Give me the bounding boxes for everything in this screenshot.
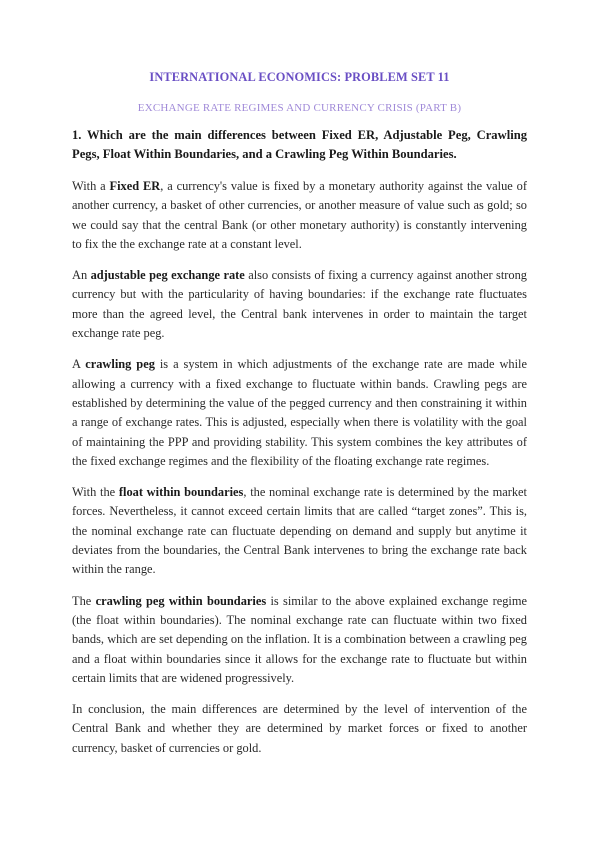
paragraph-fixed-er: With a Fixed ER, a currency's value is fixed by a monetary authority against the value of another currency, a basket of other currencies, or another measure of value such as gold; so we could say that the central Bank (or other monetary authority) is constantly intervening to fix the the exchange rate at a constant level.	[72, 179, 527, 251]
document-subtitle: EXCHANGE RATE REGIMES AND CURRENCY CRISIS (PART B)	[137, 102, 462, 114]
paragraph-conclusion: In conclusion, the main differences are determined by the level of intervention of the Central Bank and whether they are determined by market forces or fixed to another currency, basket of currencies or gold.	[72, 702, 527, 755]
term-adjustable-peg: adjustable peg exchange rate	[90, 268, 245, 283]
term-fixed-er: Fixed ER	[109, 179, 161, 193]
paragraph-crawling-peg-within-boundaries: The crawling peg within boundaries is similar to the above explained exchange regime (the float within boundaries). The nominal exchange rate can fluctuate within two fixed bands, which are set depending on the inflation. It is a combination between a crawling peg and a float within boundaries since it allows for the exchange rate to fluctuate but within certain limits that are widened progressively.	[72, 593, 527, 685]
term-crawling-peg: crawling peg	[85, 357, 155, 372]
term-crawling-peg-within-boundaries: crawling peg within boundaries	[95, 593, 267, 608]
term-float-within-boundaries: float within boundaries	[118, 485, 244, 500]
paragraph-adjustable-peg: An adjustable peg exchange rate also consists of fixing a currency against another strong currency but with the particularity of having boundaries: if the exchange rate fluctuates more than the agreed level, the Central bank intervenes in order to maintain the target exchange rate peg.	[72, 268, 527, 341]
document-title: INTERNATIONAL ECONOMICS: PROBLEM SET 11	[149, 70, 450, 84]
document-page	[72, 70, 527, 770]
paragraph-crawling-peg: A crawling peg is a system in which adjustments of the exchange rate are made while allowing a currency with a fixed exchange to fluctuate within bands. Crawling pegs are established by determining the value of the pegged currency and then constraining it within a range of exchange rates. This is adjusted, especially when there is volatility with the goal of maintaining the PPP and providing stability. This system combines the key attributes of the fixed exchange regimes and the flexibility of the floating exchange rate regimes.	[72, 357, 527, 468]
paragraph-float-within-boundaries: With the float within boundaries, the nominal exchange rate is determined by the market forces. Nevertheless, it cannot exceed certain limits that are called “target zones”. This is, the nominal exchange rate can fluctuate depending on demand and supply but anytime it deviates from the boundaries, the Central Bank intervenes to bring the exchange rate back within the range.	[72, 485, 527, 577]
question-heading: 1. Which are the main differences between Fixed ER, Adjustable Peg, Crawling Pegs, Float Within Boundaries, and a Crawling Peg Within Boundaries.	[72, 128, 527, 161]
